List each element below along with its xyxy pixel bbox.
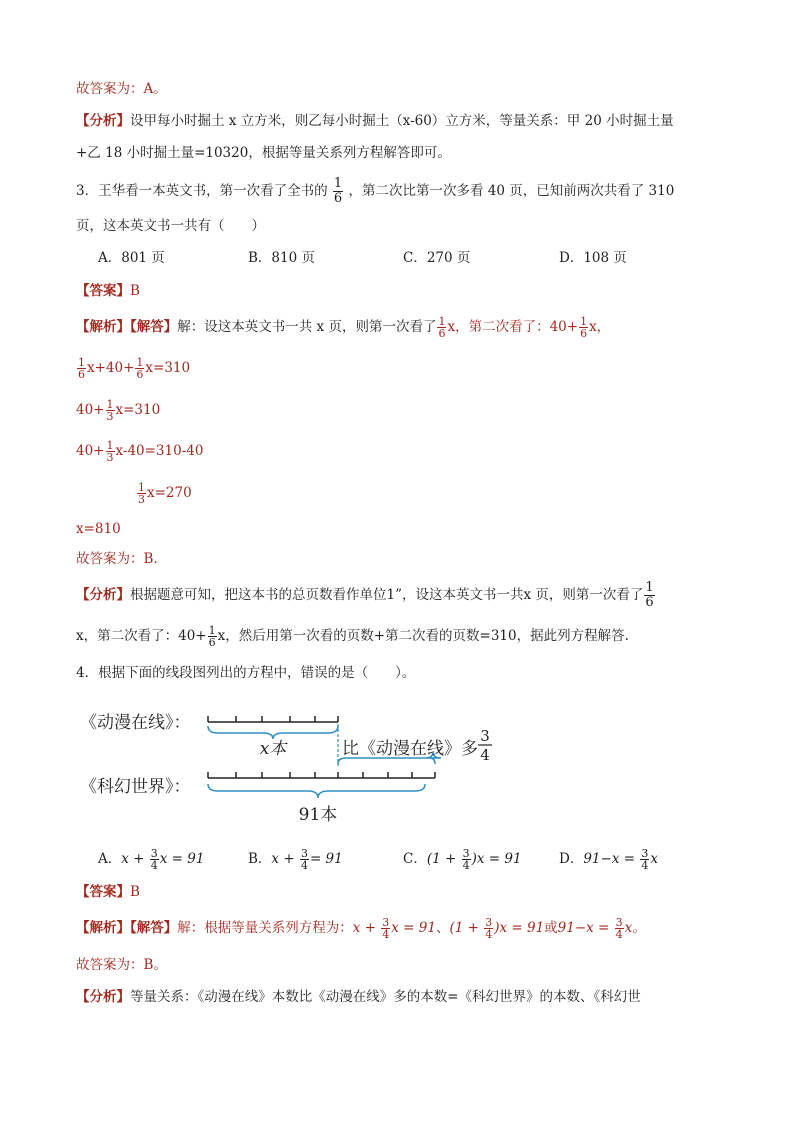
fraction-1-3: $\frac{1}{3}$	[106, 439, 114, 464]
equation-2: 40+ $\frac{1}{3}$ x=310	[76, 398, 161, 423]
answer-label: 【答案】	[76, 283, 130, 299]
q4-option-b: B．x + $\frac{3}{4}$ = 91	[248, 847, 343, 872]
fraction-1-6: $\frac{1}{6}$	[580, 315, 588, 340]
answer-line: 故答案为：A。	[76, 81, 167, 97]
fraction-1-3: $\frac{1}{3}$	[138, 481, 145, 506]
q4-option-a: A．x + $\frac{3}{4}$ x = 91	[98, 847, 205, 872]
q3-stem-text-2: ，第二次比第一次多看 40 页，已知前两次共看了 310	[348, 183, 675, 199]
total-label: 91本	[298, 805, 338, 825]
book2-segment	[208, 772, 435, 778]
analysis-paragraph	[76, 112, 674, 130]
equation-4: $\frac{1}{3}$ x=270	[138, 481, 192, 506]
analysis-label: 【分析】	[76, 587, 130, 603]
solution-end: x，	[589, 319, 611, 335]
q4-option-d: D．91−x = $\frac{3}{4}$ x	[559, 847, 658, 872]
fraction-1-6: $\frac{1}{6}$	[136, 356, 144, 381]
q3-analysis-1: 【分析】根据题意可知，把这本书的总页数看作单位1”，设这本英文书一共x 页，则第一次看了 $\frac{1}{6}$	[76, 580, 654, 610]
compare-label: 比《动漫在线》多	[342, 739, 478, 759]
fraction-1-6: $\frac{1}{6}$	[645, 580, 654, 610]
solution-intro: 解：设这本英文书一共 x 页，则第一次看了	[177, 319, 437, 335]
answer-value: B	[130, 884, 140, 900]
q3-option-c: C．270 页	[403, 250, 471, 266]
solution-label: 【解析】【解答】	[76, 319, 178, 335]
q3-stem-fraction: $\frac{1}{6}$	[333, 176, 343, 206]
q3-stem-line2: 页，这本英文书一共有（ ）	[76, 218, 265, 234]
q3-solution-line	[76, 312, 610, 342]
fraction-1-6: $\frac{1}{6}$	[438, 315, 446, 340]
analysis-text-1: 设甲每小时掘土 x 立方米，则乙每小时掘土（x-60）立方米，等量关系：甲 20 小时掘土量	[130, 113, 674, 129]
q4-solution: 【解析】【解答】解：根据等量关系列方程为：x + $\frac{3}{4}$ x = 91、(1 + $\frac{3}{4}$ )x = 91或91−x = $\frac{3}{4}$ x。	[76, 916, 646, 941]
q3-option-a: A．801 页	[98, 250, 165, 266]
q4-answer	[76, 883, 140, 901]
q3-option-b: B．810 页	[248, 250, 315, 266]
q3-stem-text-1: 3．王华看一本英文书，第一次看了全书的	[76, 183, 328, 199]
q4-analysis: 【分析】等量关系：《动漫在线》本数比《动漫在线》多的本数=《科幻世界》的本数、《科幻世	[76, 989, 641, 1005]
x-brace	[208, 726, 338, 739]
analysis-label: 【分析】	[76, 989, 130, 1005]
equation-5: x=810	[76, 521, 121, 537]
diagram-frac-den: 4	[480, 746, 490, 764]
solution-label: 【解析】【解答】	[76, 920, 178, 936]
x-label: x本	[259, 739, 287, 759]
equation-1: $\frac{1}{6}$ x+40+ $\frac{1}{6}$ x=310	[78, 356, 191, 381]
fraction-3-4: $\frac{3}{4}$	[150, 847, 158, 872]
q3-option-d: D．108 页	[559, 250, 627, 266]
fraction-3-4: $\frac{3}{4}$	[382, 916, 390, 941]
solution-mid: x，第二次看了：40+	[447, 319, 579, 335]
q4-option-c: C．(1 + $\frac{3}{4}$ )x = 91	[403, 847, 522, 872]
book1-segment	[208, 716, 338, 722]
q3-final-answer: 故答案为：B.	[76, 551, 158, 567]
line-segment-diagram	[80, 700, 500, 830]
analysis-text-2: +乙 18 小时掘土量=10320，根据等量关系列方程解答即可。	[76, 145, 451, 161]
diagram-frac-num: 3	[480, 727, 490, 745]
book1-label: 《动漫在线》：	[80, 713, 191, 733]
equation-3: 40+ $\frac{1}{3}$ x-40=310-40	[76, 439, 204, 464]
question-3-stem	[76, 176, 674, 206]
q3-analysis-2: x，第二次看了：40+ $\frac{1}{6}$ x，然后用第一次看的页数+第二次看的页数=310，据此列方程解答.	[76, 624, 629, 649]
question-4-stem: 4．根据下面的线段图列出的方程中，错误的是（ ）。	[76, 665, 416, 681]
fraction-3-4: $\frac{3}{4}$	[641, 847, 649, 872]
analysis-label: 【分析】	[76, 113, 130, 129]
book2-label: 《科幻世界》：	[80, 777, 191, 797]
fraction-3-4: $\frac{3}{4}$	[485, 916, 493, 941]
fraction-3-4: $\frac{3}{4}$	[300, 847, 308, 872]
fraction-1-6: $\frac{1}{6}$	[208, 624, 216, 649]
total-brace	[208, 784, 425, 798]
q4-final-answer: 故答案为：B。	[76, 957, 167, 973]
answer-label: 【答案】	[76, 884, 130, 900]
fraction-1-3: $\frac{1}{3}$	[106, 398, 114, 423]
answer-value: B	[130, 283, 140, 299]
q3-answer	[76, 282, 140, 300]
fraction-1-6: $\frac{1}{6}$	[78, 356, 85, 381]
fraction-3-4: $\frac{3}{4}$	[462, 847, 470, 872]
fraction-3-4: $\frac{3}{4}$	[615, 916, 623, 941]
